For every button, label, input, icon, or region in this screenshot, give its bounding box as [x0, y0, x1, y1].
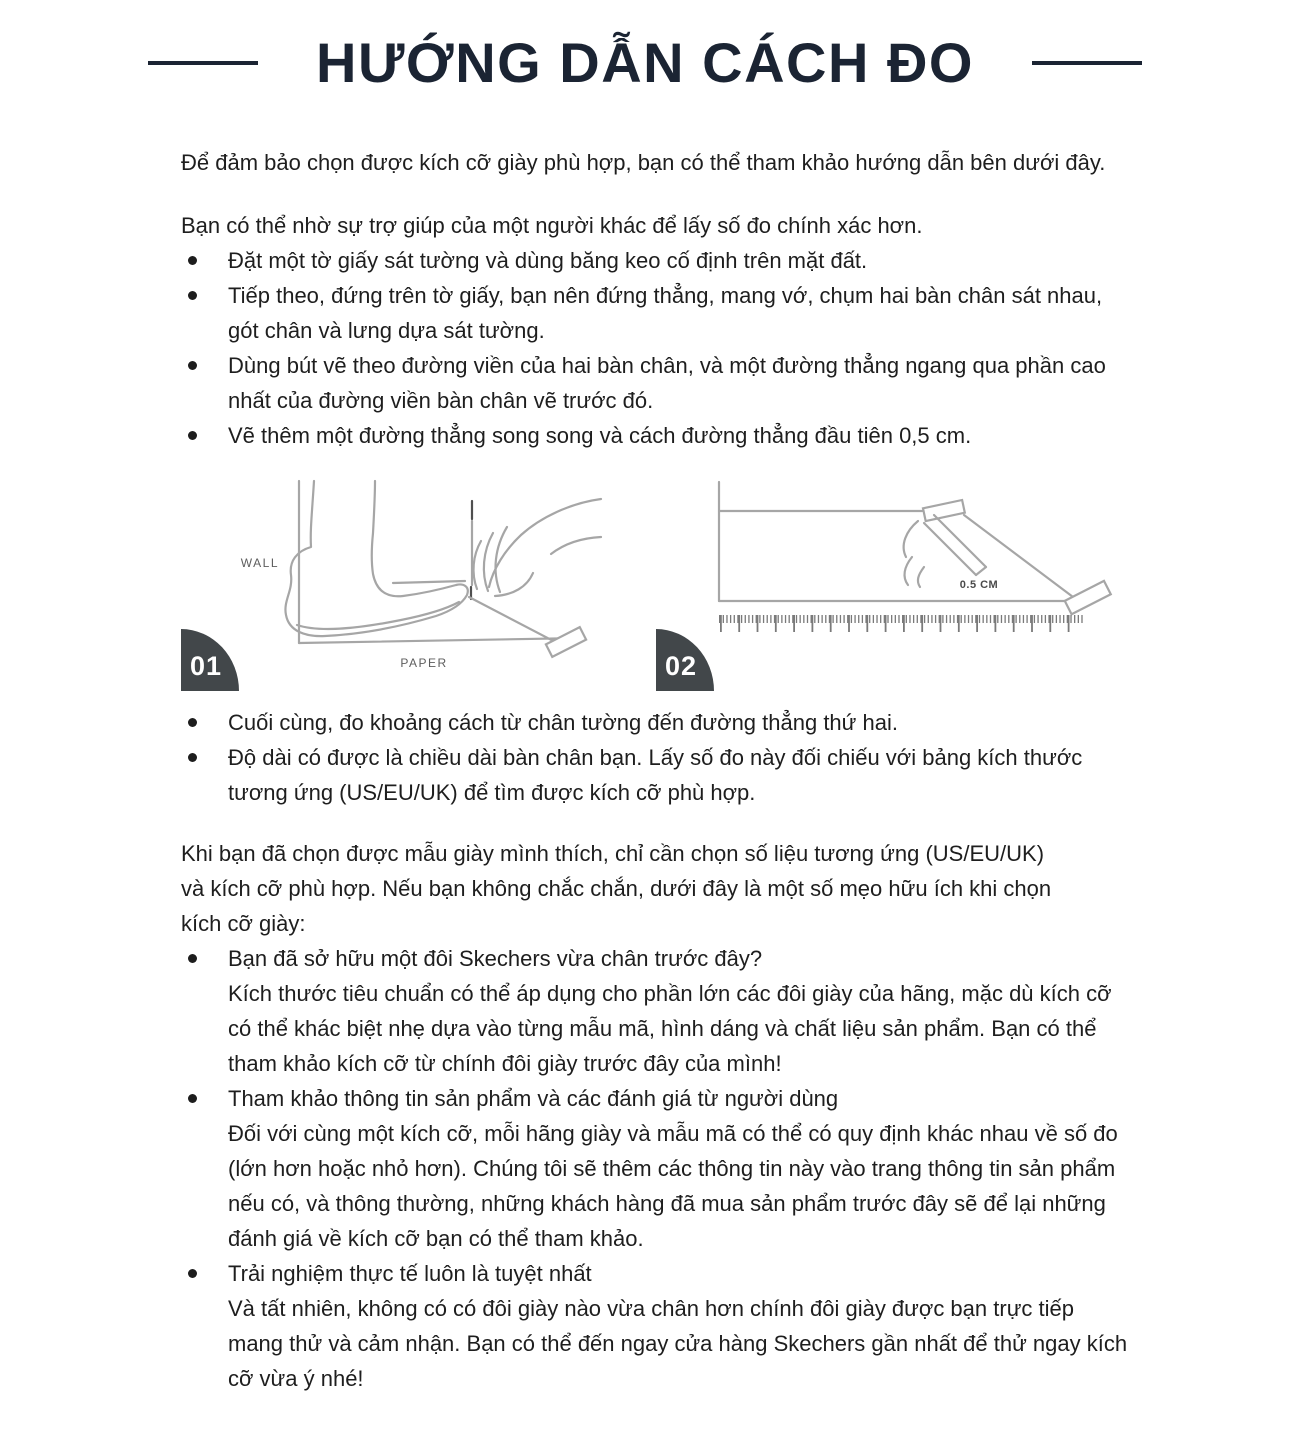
distance-label: 0.5 CM [959, 579, 999, 591]
doc-header [0, 30, 1290, 95]
figure-2-number: 02 [665, 651, 698, 681]
ruler-measure-illustration [656, 475, 1126, 705]
tip-title: Trải nghiệm thực tế luôn là tuyệt nhất [228, 1261, 592, 1286]
tip-title: Bạn đã sở hữu một đôi Skechers vừa chân trước đây? [228, 946, 763, 971]
intro-paragraph-2: Bạn có thể nhờ sự trợ giúp của một người khác để lấy số đo chính xác hơn. [181, 213, 923, 238]
figures-row [181, 475, 1150, 705]
step-item [181, 348, 1111, 418]
step-text: Độ dài có được là chiều dài bàn chân bạn. Lấy số đo này đối chiếu với bảng kích thước tương ứng (US/EU/UK) để tìm được kích cỡ phù hợp. [228, 745, 1083, 805]
title-right-dash [1032, 61, 1142, 65]
step-text: Cuối cùng, đo khoảng cách từ chân tường đến đường thẳng thứ hai. [228, 710, 898, 735]
tip-item [181, 1081, 1133, 1256]
step-item [181, 278, 1111, 348]
step-text: Vẽ thêm một đường thẳng song song và cách đường thẳng đầu tiên 0,5 cm. [228, 423, 972, 448]
tip-body: Kích thước tiêu chuẩn có thể áp dụng cho phần lớn các đôi giày của hãng, mặc dù kích cỡ có thể khác biệt nhẹ dựa vào từng mẫu mã, hình dáng và chất liệu sản phẩm. Bạn có thể tham khảo kích cỡ từ chính đôi giày trước đây của mình! [228, 981, 1112, 1076]
measure-steps-list [181, 243, 1111, 453]
tip-title: Tham khảo thông tin sản phẩm và các đánh giá từ người dùng [228, 1086, 839, 1111]
tip-item [181, 941, 1133, 1081]
figure-ruler-measure [656, 475, 1126, 705]
figure-foot-tracing [181, 475, 651, 705]
foot-tracing-illustration [181, 475, 651, 705]
intro-paragraph-1: Để đảm bảo chọn được kích cỡ giày phù hợp, bạn có thể tham khảo hướng dẫn bên dưới đây. [181, 150, 1106, 175]
figure-1-number: 01 [190, 651, 223, 681]
tip-item [181, 1256, 1133, 1396]
step-text: Đặt một tờ giấy sát tường và dùng băng keo cố định trên mặt đất. [228, 248, 868, 273]
tips-intro-paragraph: Khi bạn đã chọn được mẫu giày mình thích, chỉ cần chọn số liệu tương ứng (US/EU/UK) và kích cỡ phù hợp. Nếu bạn không chắc chắn, dưới đây là một số mẹo hữu ích khi chọn kích cỡ giày: [181, 841, 1052, 936]
step-text: Tiếp theo, đứng trên tờ giấy, bạn nên đứng thẳng, mang vớ, chụm hai bàn chân sát nhau, gót chân và lưng dựa sát tường. [228, 283, 1103, 343]
result-steps-list [181, 705, 1111, 810]
doc-content [0, 145, 1290, 1396]
tips-list [181, 941, 1133, 1396]
title-left-dash [148, 61, 258, 65]
step-text: Dùng bút vẽ theo đường viền của hai bàn chân, và một đường thẳng ngang qua phần cao nhất của đường viền bàn chân vẽ trước đó. [228, 353, 1106, 413]
tip-body: Đối với cùng một kích cỡ, mỗi hãng giày và mẫu mã có thể có quy định khác nhau về số đo (lớn hơn hoặc nhỏ hơn). Chúng tôi sẽ thêm các thông tin này vào trang thông tin sản phẩm nếu có, và thông thường, những khách hàng đã mua sản phẩm trước đây sẽ để lại những đánh giá về kích cỡ bạn có thể tham khảo. [228, 1121, 1118, 1251]
step-item [181, 740, 1111, 810]
step-item [181, 243, 1111, 278]
paper-label: PAPER [400, 656, 448, 670]
tip-body: Và tất nhiên, không có có đôi giày nào vừa chân hơn chính đôi giày được bạn trực tiếp mang thử và cảm nhận. Bạn có thể đến ngay cửa hàng Skechers gần nhất để thử ngay kích cỡ vừa ý nhé! [228, 1296, 1128, 1391]
step-item [181, 418, 1111, 453]
wall-label: WALL [240, 556, 279, 570]
step-item [181, 705, 1111, 740]
page-title: HƯỚNG DẪN CÁCH ĐO [316, 31, 974, 94]
